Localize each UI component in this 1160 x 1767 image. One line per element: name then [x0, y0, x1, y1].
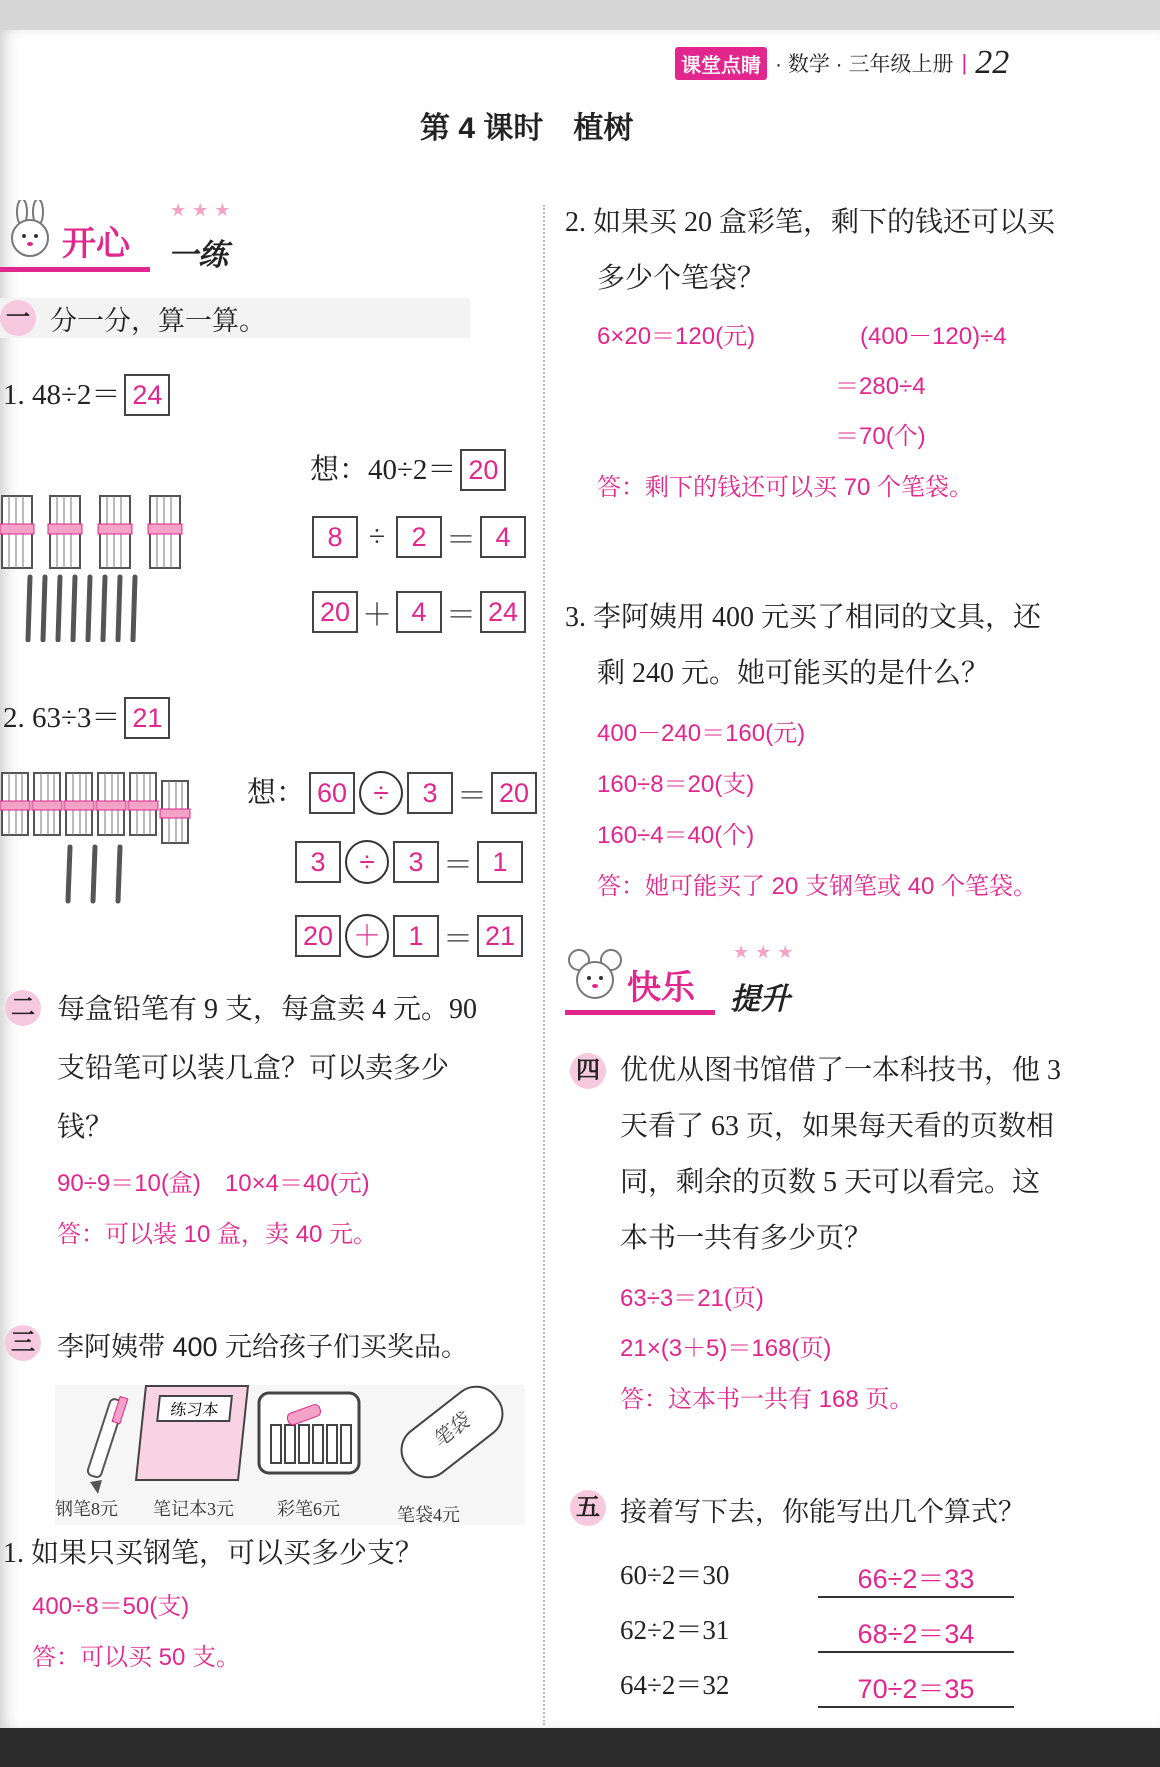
think-row-1: [310, 442, 506, 498]
operator-circle: ÷: [345, 840, 389, 884]
text-line: 同，剩余的页数 5 天可以看完。这: [620, 1167, 1041, 1198]
problem2-label: 2. 63÷3＝: [3, 702, 121, 734]
answer-box: 20: [460, 449, 506, 491]
header-badge: 课堂点睛: [675, 47, 767, 80]
q3-calc3: 160÷4＝40(个): [597, 822, 755, 849]
section-title: 分一分，算一算。: [50, 305, 266, 336]
section3-title: 李阿姨带 400 元给孩子们买奖品。: [57, 1332, 469, 1362]
banner1-right: 一练: [168, 239, 228, 272]
operator: ＋: [362, 599, 392, 632]
operator: ＝: [446, 524, 476, 557]
text-line: 本书一共有多少页？: [620, 1223, 873, 1254]
answer-line: 70÷2＝35: [818, 1667, 1014, 1708]
section4-calc2: 21×(3＋5)＝168(页): [620, 1335, 832, 1362]
section5-title: 接着写下去，你能写出几个算式？: [620, 1497, 1025, 1527]
text-line: 支铅笔可以装几盒？可以卖多少: [57, 1053, 450, 1084]
operator: ＝: [446, 599, 476, 632]
section2-calc: 90÷9＝10(盒) 10×4＝40(元): [57, 1170, 370, 1197]
calc-row-1c: [312, 590, 526, 634]
rabbit-mascot-icon: [0, 200, 60, 270]
text-line: 每盒铅笔有 9 支，每盒卖 4 元。90: [57, 994, 478, 1025]
header-subject: · 数学 · 三年级上册: [775, 53, 954, 76]
banner1-left: 开心: [62, 225, 130, 263]
item-label: 笔袋4元: [397, 1505, 460, 1525]
page-number: 22: [975, 44, 1010, 81]
operator: ÷: [368, 520, 386, 553]
column-divider: [543, 205, 545, 1725]
stick-bundles-image-2: [0, 765, 195, 905]
text-line: 优优从图书馆借了一本科技书，他 3: [620, 1055, 1062, 1086]
banner-kuaile-tisheng: [565, 942, 825, 1022]
q2-text: [565, 195, 1055, 307]
answer-box: 21: [477, 915, 523, 957]
text-line: 3. 李阿姨用 400 元买了相同的文具，还: [565, 602, 1042, 633]
mouse-mascot-icon: [565, 946, 625, 1006]
answer-box: 20: [312, 591, 358, 633]
q3-calc2: 160÷8＝20(支): [597, 771, 755, 798]
q3-calc1: 400－240＝160(元): [597, 720, 806, 747]
think-label: 想：: [247, 777, 306, 809]
bottom-band: [0, 1728, 1160, 1767]
pencil-pouch-icon: [390, 1376, 513, 1489]
answer-box: 4: [396, 591, 442, 633]
answer-box: 3: [393, 841, 439, 883]
answer-box: 3: [407, 772, 453, 814]
given-equation: 60÷2＝30: [620, 1560, 730, 1590]
stick-bundles-image: [0, 492, 190, 642]
answer-box: 24: [124, 374, 170, 416]
banner2-right: 提升: [730, 983, 790, 1016]
q2-answer: 答：剩下的钱还可以买 70 个笔袋。: [597, 474, 974, 501]
answer-box: 21: [124, 697, 170, 739]
operator: ＝: [443, 849, 473, 882]
pouch-label: 笔袋: [428, 1410, 474, 1453]
q1-answer: 答：可以买 50 支。: [32, 1644, 241, 1671]
page-title: 第 4 课时 植树: [420, 112, 634, 145]
calc-row-2c: [295, 914, 523, 958]
q1-text: 1. 如果只买钢笔，可以买多少支？: [3, 1538, 424, 1569]
item-label: 笔记本3元: [153, 1499, 234, 1519]
banner2-stars: ★★★: [733, 942, 800, 962]
item-label: 钢笔8元: [55, 1499, 118, 1519]
header: [675, 44, 1009, 82]
answer-box: 3: [295, 841, 341, 883]
banner2-left: 快乐: [627, 969, 695, 1007]
think-row-2: [247, 765, 537, 821]
answer-box: 4: [480, 516, 526, 558]
text-line: 2. 如果买 20 盒彩笔，剩下的钱还可以买: [565, 207, 1056, 238]
answer-line: 66÷2＝33: [818, 1557, 1014, 1598]
text-line: 多少个笔袋？: [597, 263, 766, 294]
section-number: 一: [0, 300, 36, 336]
banner1-stars: ★★★: [170, 200, 237, 220]
text-line: 剩 240 元。她可能买的是什么？: [597, 658, 990, 689]
pen-icon: [70, 1390, 140, 1500]
item-label: 彩笔6元: [277, 1499, 340, 1519]
text-line: 钱？: [57, 1112, 114, 1143]
answer-box: 24: [480, 591, 526, 633]
answer-box: 60: [309, 772, 355, 814]
think-label: 想：40÷2＝: [310, 454, 457, 486]
banner-kaixin-yilian: [0, 200, 250, 280]
operator: ＝: [457, 780, 488, 813]
section-number: 四: [570, 1053, 606, 1089]
workbook-page: [0, 30, 1160, 1728]
notebook-label: 练习本: [156, 1395, 233, 1422]
banner2-underline: [565, 1010, 715, 1015]
q3-text: [565, 590, 1041, 702]
section-number: 三: [5, 1325, 41, 1361]
problem2-line: [3, 690, 170, 746]
section2-answer: 答：可以装 10 盒，卖 40 元。: [57, 1221, 378, 1248]
section2-text: [57, 980, 477, 1157]
text-line: 天看了 63 页，如果每天看的页数相: [620, 1111, 1055, 1142]
calc-row-1b: [312, 515, 526, 559]
q3-answer: 答：她可能买了 20 支钢笔或 40 个笔袋。: [597, 873, 1038, 900]
q1-calc: 400÷8＝50(支): [32, 1593, 190, 1620]
section4-calc1: 63÷3＝21(页): [620, 1285, 764, 1312]
section1-heading: [0, 298, 470, 338]
notebook-icon: [135, 1385, 249, 1481]
header-separator: |: [961, 50, 968, 75]
crayon-box-icon: [255, 1385, 365, 1485]
section4-text: [620, 1043, 1061, 1267]
section4-answer: 答：这本书一共有 168 页。: [620, 1386, 914, 1413]
section-number: 二: [5, 990, 41, 1026]
operator-circle: ÷: [359, 771, 403, 815]
stationery-items: [55, 1385, 525, 1525]
problem1-label: 1. 48÷2＝: [3, 379, 121, 411]
q2-calc4: ＝70(个): [835, 423, 926, 450]
banner1-underline: [0, 267, 150, 272]
answer-box: 20: [295, 915, 341, 957]
answer-line: 68÷2＝34: [818, 1612, 1014, 1653]
q2-calc2: (400－120)÷4: [860, 323, 1007, 350]
operator: ＝: [443, 923, 473, 956]
answer-box: 8: [312, 516, 358, 558]
problem1-line: [3, 367, 170, 423]
answer-box: 1: [477, 841, 523, 883]
answer-box: 2: [396, 516, 442, 558]
given-equation: 62÷2＝31: [620, 1615, 730, 1645]
section-number: 五: [570, 1490, 606, 1526]
q2-calc3: ＝280÷4: [835, 373, 926, 400]
given-equation: 64÷2＝32: [620, 1670, 730, 1700]
answer-box: 1: [393, 915, 439, 957]
answer-box: 20: [491, 772, 537, 814]
operator-circle: ＋: [345, 914, 389, 958]
q2-calc1: 6×20＝120(元): [597, 323, 756, 350]
calc-row-2b: [295, 840, 523, 884]
